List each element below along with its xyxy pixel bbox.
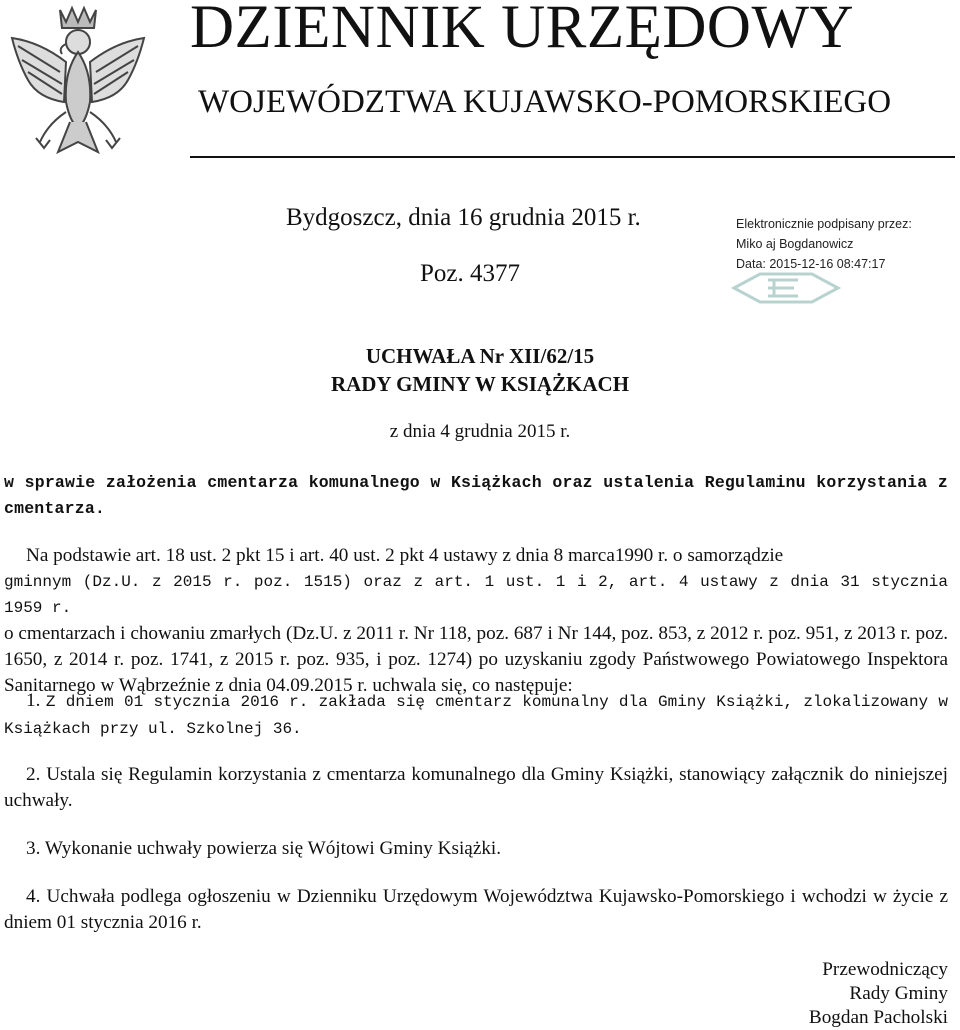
signature-signer: Miko aj Bogdanowicz (736, 237, 854, 251)
section-number: 3. (26, 838, 41, 859)
legal-basis-line-1: Na podstawie art. 18 ust. 2 pkt 15 i art. 40 ust. 2 pkt 4 ustawy z dnia 8 marca1990 r. o samorządzie (26, 545, 784, 566)
section-text: Wykonanie uchwały powierza się Wójtowi Gminy Książki. (44, 838, 502, 859)
e-signature-logo-icon (730, 268, 842, 306)
resolution-authority: RADY GMINY W KSIĄŻKACH (330, 372, 630, 396)
section-number: 4. (26, 886, 41, 907)
resolution-subject: w sprawie założenia cmentarza komunalnego w Książkach oraz ustalenia Regulaminu korzystania z cmentarza. (4, 473, 948, 518)
signatory-title: Przewodniczący (822, 959, 948, 980)
header-rule (190, 156, 955, 158)
signatory-body: Rady Gminy (849, 983, 948, 1004)
place-date: Bydgoszcz, dnia 16 grudnia 2015 r. (286, 204, 641, 231)
section-number: 1. (26, 690, 41, 711)
signatory-block (809, 958, 948, 1030)
section-text: Ustala się Regulamin korzystania z cmentarza komunalnego dla Gminy Książki, stanowiący załącznik do niniejszej uchwały. (4, 764, 948, 811)
section-text: Z dniem 01 stycznia 2016 r. zakłada się cmentarz komunalny dla Gminy Książki, zlokalizowany w Książkach przy ul. Szkolnej 36. (4, 693, 949, 738)
electronic-signature-info (736, 214, 936, 274)
gazette-title: DZIENNIK URZĘDOWY (190, 0, 855, 61)
signature-label: Elektronicznie podpisany przez: (736, 217, 912, 231)
polish-eagle-emblem-icon (4, 2, 152, 168)
section-2 (4, 762, 948, 814)
legal-basis-rest: o cmentarzach i chowaniu zmarłych (Dz.U. z 2011 r. Nr 118, poz. 687 i Nr 144, poz. 853, z 2012 r. poz. 951, z 2013 r. poz. 1650, z 2014 r. poz. 1741, z 2015 r. poz. 935, i poz. 1274) po uzyskaniu zgody Państwowego Powiatowego Inspektora Sanitarnego w Wąbrzeźnie z dnia 04.09.2015 r. uchwala się, co następuje: (4, 623, 948, 696)
legal-basis (4, 543, 948, 699)
section-3 (4, 836, 948, 862)
position-number: Poz. 4377 (420, 260, 520, 287)
section-text: Uchwała podlega ogłoszeniu w Dzienniku Urzędowym Województwa Kujawsko-Pomorskiego i wchodzi w życie z dniem 01 stycznia 2016 r. (4, 886, 948, 933)
signatory-name: Bogdan Pacholski (808, 1007, 948, 1028)
resolution-date: z dnia 4 grudnia 2015 r. (389, 421, 571, 442)
section-4 (4, 884, 948, 936)
resolution-number: UCHWAŁA Nr XII/62/15 (365, 344, 595, 368)
section-1 (4, 688, 948, 742)
legal-basis-line-2: gminnym (Dz.U. z 2015 r. poz. 1515) oraz z art. 1 ust. 1 i 2, art. 4 ustawy z dnia 31 stycznia 1959 r. (4, 573, 948, 617)
signature-date: Data: 2015-12-16 08:47:17 (736, 257, 886, 271)
gazette-subtitle: WOJEWÓDZTWA KUJAWSKO-POMORSKIEGO (198, 84, 892, 120)
section-number: 2. (26, 764, 41, 785)
